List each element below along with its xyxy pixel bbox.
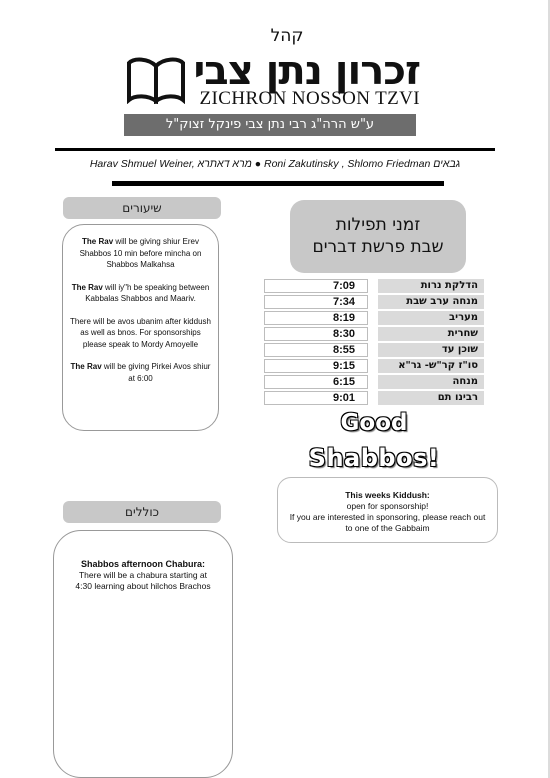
chabura-text: There will be a chabura starting at 4:30 learning about hilchos Brachos (75, 570, 211, 591)
kiddush-status: open for sponsorship! (346, 501, 429, 511)
zmanim-heading (290, 200, 466, 273)
zman-row (264, 343, 484, 358)
zman-name: הדלקת נרות (378, 279, 484, 293)
kiddush-title: This weeks Kiddush: (345, 490, 430, 500)
kollelim-box (53, 530, 233, 778)
zman-row (264, 327, 484, 342)
gabbaim-names: Roni Zakutinsky , Shlomo Friedman (263, 158, 431, 170)
zman-row (264, 311, 484, 326)
staff-line: Harav Shmuel Weiner, מרא דאתרא ● Roni Zakutinsky , Shlomo Friedman גבאים (89, 158, 461, 170)
greeting-shabbos: Shabbos! (308, 444, 440, 472)
zman-time: 8:55 (264, 343, 368, 357)
zman-name: מנחה ערב שבת (378, 295, 484, 309)
zman-name: מנחה (378, 375, 484, 389)
shiur-item: The Rav will be giving shiur Erev Shabbos 10 min before mincha on Shabbos Malkahsa (79, 237, 202, 269)
gabbaim-title: גבאים (433, 158, 461, 170)
zman-row (264, 375, 484, 390)
zman-time: 7:09 (264, 279, 368, 293)
divider-top (55, 148, 495, 151)
kollelim-heading: כוללים (63, 501, 221, 523)
congregation-title-english: ZICHRON NOSSON TZVI (199, 88, 420, 109)
dedication-banner: ע"ש הרה"ג רבי נתן צבי פינקל זצוק"ל (124, 114, 416, 136)
zman-row (264, 391, 484, 406)
zman-name: שחרית (378, 327, 484, 341)
open-book-icon (126, 54, 186, 104)
zman-time: 9:15 (264, 359, 368, 373)
divider-bottom (112, 181, 444, 186)
zman-time: 7:34 (264, 295, 368, 309)
zman-time: 6:15 (264, 375, 368, 389)
shiur-item: The Rav will iy"h be speaking between Kabbalas Shabbos and Maariv. (71, 282, 210, 303)
zman-row (264, 295, 484, 310)
separator-dot: ● (254, 158, 262, 170)
zman-row (264, 359, 484, 374)
zman-name: מעריב (378, 311, 484, 325)
zman-name: רבינו תם (378, 391, 484, 405)
zman-row (264, 279, 484, 294)
rav-title: מרא דאתרא (197, 158, 252, 170)
kahal-label: קהל (270, 26, 304, 46)
kiddush-text: If you are interested in sponsoring, please reach out to one of the Gabbaim (289, 512, 486, 533)
zman-time: 8:19 (264, 311, 368, 325)
zman-time: 8:30 (264, 327, 368, 341)
shiur-item: The Rav will be giving Pirkei Avos shiur at 6:00 (70, 362, 211, 383)
parsha-title: שבת פרשת דברים (312, 237, 444, 257)
chabura-title: Shabbos afternoon Chabura: (80, 559, 205, 569)
zman-name: שוכן עד (378, 343, 484, 357)
shiur-item: There will be avos ubanim after kiddush as well as bnos. For sponsorships please speak to Mordy Amoyelle (70, 316, 211, 349)
zman-time: 9:01 (264, 391, 368, 405)
shiurim-box (62, 224, 219, 431)
kiddush-box (277, 477, 498, 543)
zmanim-title: זמני תפילות (335, 215, 421, 235)
zman-name: סו"ז קר"ש- גר"א (378, 359, 484, 373)
congregation-title-hebrew: זכרון נתן צבי (193, 48, 420, 94)
greeting-good: Good (340, 410, 408, 436)
shiurim-heading: שיעורים (63, 197, 221, 219)
rav-name: Harav Shmuel Weiner (89, 158, 192, 170)
